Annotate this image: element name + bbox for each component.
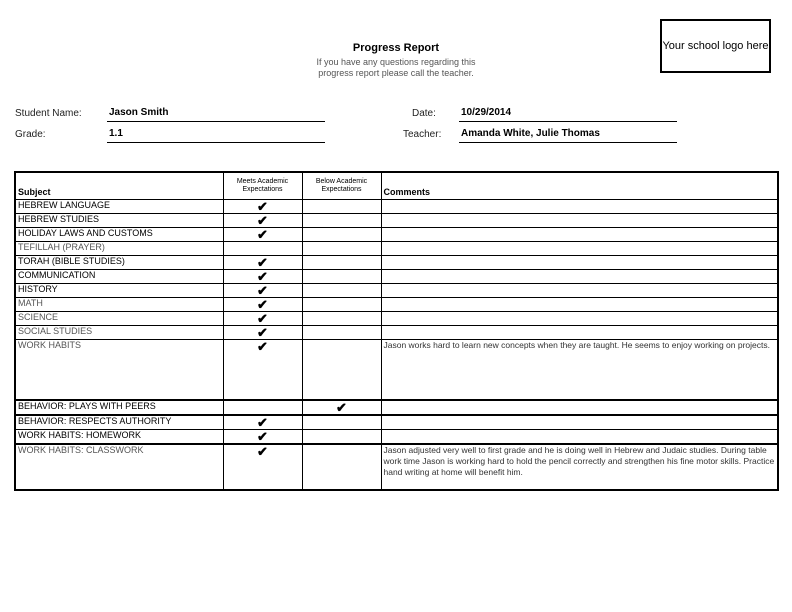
meets-check-icon: ✔ [223,326,302,340]
row-subject: TEFILLAH (PRAYER) [15,242,223,256]
table-row [15,270,778,284]
table-row [15,214,778,228]
row-comment [381,415,778,430]
below-check-icon [302,326,381,340]
header-below-expectations: Below Academic Expectations [302,172,381,200]
header-subject: Subject [15,172,223,200]
table-row [15,284,778,298]
meets-check-icon: ✔ [223,340,302,401]
below-check-icon [302,228,381,242]
row-comment [381,312,778,326]
progress-table [14,171,779,491]
table-row [15,444,778,490]
meets-check-icon: ✔ [223,430,302,445]
meets-check-icon [223,242,302,256]
meets-check-icon: ✔ [223,312,302,326]
table-row [15,326,778,340]
row-comment [381,284,778,298]
below-check-icon [302,444,381,490]
meets-check-icon: ✔ [223,200,302,214]
row-subject: MATH [15,298,223,312]
below-check-icon [302,415,381,430]
below-check-icon [302,200,381,214]
table-row [15,200,778,214]
teacher-label: Teacher: [403,129,442,140]
row-subject: BEHAVIOR: RESPECTS AUTHORITY [15,415,223,430]
table-row [15,415,778,430]
subtitle-line-2: progress report please call the teacher. [318,68,474,78]
grade-label: Grade: [15,129,46,140]
table-row [15,430,778,445]
meets-check-icon: ✔ [223,214,302,228]
meets-check-icon: ✔ [223,415,302,430]
row-comment [381,242,778,256]
row-comment [381,298,778,312]
below-check-icon: ✔ [302,400,381,415]
table-row [15,312,778,326]
row-subject: TORAH (BIBLE STUDIES) [15,256,223,270]
row-comment: Jason works hard to learn new concepts when they are taught. He seems to enjoy working on projects. [381,340,778,401]
meets-check-icon: ✔ [223,256,302,270]
row-comment [381,200,778,214]
below-check-icon [302,312,381,326]
row-comment [381,400,778,415]
row-comment [381,326,778,340]
row-subject: WORK HABITS: CLASSWORK [15,444,223,490]
teacher-value: Amanda White, Julie Thomas [459,128,677,143]
date-value: 10/29/2014 [459,107,677,122]
below-check-icon [302,214,381,228]
row-comment [381,430,778,445]
row-subject: HOLIDAY LAWS AND CUSTOMS [15,228,223,242]
row-subject: SCIENCE [15,312,223,326]
meets-check-icon: ✔ [223,270,302,284]
row-subject: HISTORY [15,284,223,298]
row-subject: WORK HABITS [15,340,223,401]
below-check-icon [302,256,381,270]
meets-check-icon: ✔ [223,298,302,312]
grade-value: 1.1 [107,128,325,143]
meets-check-icon [223,400,302,415]
header-comments: Comments [381,172,778,200]
subtitle-line-1: If you have any questions regarding this [316,57,476,67]
row-subject: HEBREW LANGUAGE [15,200,223,214]
student-name-label: Student Name: [15,108,82,119]
header-meets-expectations: Meets Academic Expectations [223,172,302,200]
below-check-icon [302,430,381,445]
table-header-row [15,172,778,200]
row-comment [381,214,778,228]
table-row [15,256,778,270]
table-row [15,242,778,256]
meets-check-icon: ✔ [223,444,302,490]
below-check-icon [302,284,381,298]
row-subject: WORK HABITS: HOMEWORK [15,430,223,445]
row-subject: COMMUNICATION [15,270,223,284]
row-comment [381,228,778,242]
below-check-icon [302,298,381,312]
below-check-icon [302,340,381,401]
meets-check-icon: ✔ [223,228,302,242]
row-subject: BEHAVIOR: PLAYS WITH PEERS [15,400,223,415]
table-row [15,298,778,312]
date-label: Date: [412,108,436,119]
row-subject: HEBREW STUDIES [15,214,223,228]
below-check-icon [302,270,381,284]
table-row [15,400,778,415]
table-row [15,340,778,401]
table-row [15,228,778,242]
row-comment [381,270,778,284]
below-check-icon [302,242,381,256]
page-title: Progress Report [352,42,440,54]
logo-text: Your school logo here [662,40,769,52]
student-name-value: Jason Smith [107,107,325,122]
row-subject: SOCIAL STUDIES [15,326,223,340]
row-comment [381,256,778,270]
meets-check-icon: ✔ [223,284,302,298]
row-comment: Jason adjusted very well to first grade and he is doing well in Hebrew and Judaic studies. During table work time Jason is working hard to hold the pencil correctly and strengthen his fine motor skills. Practice hand writing at home will benefit him. [381,444,778,490]
